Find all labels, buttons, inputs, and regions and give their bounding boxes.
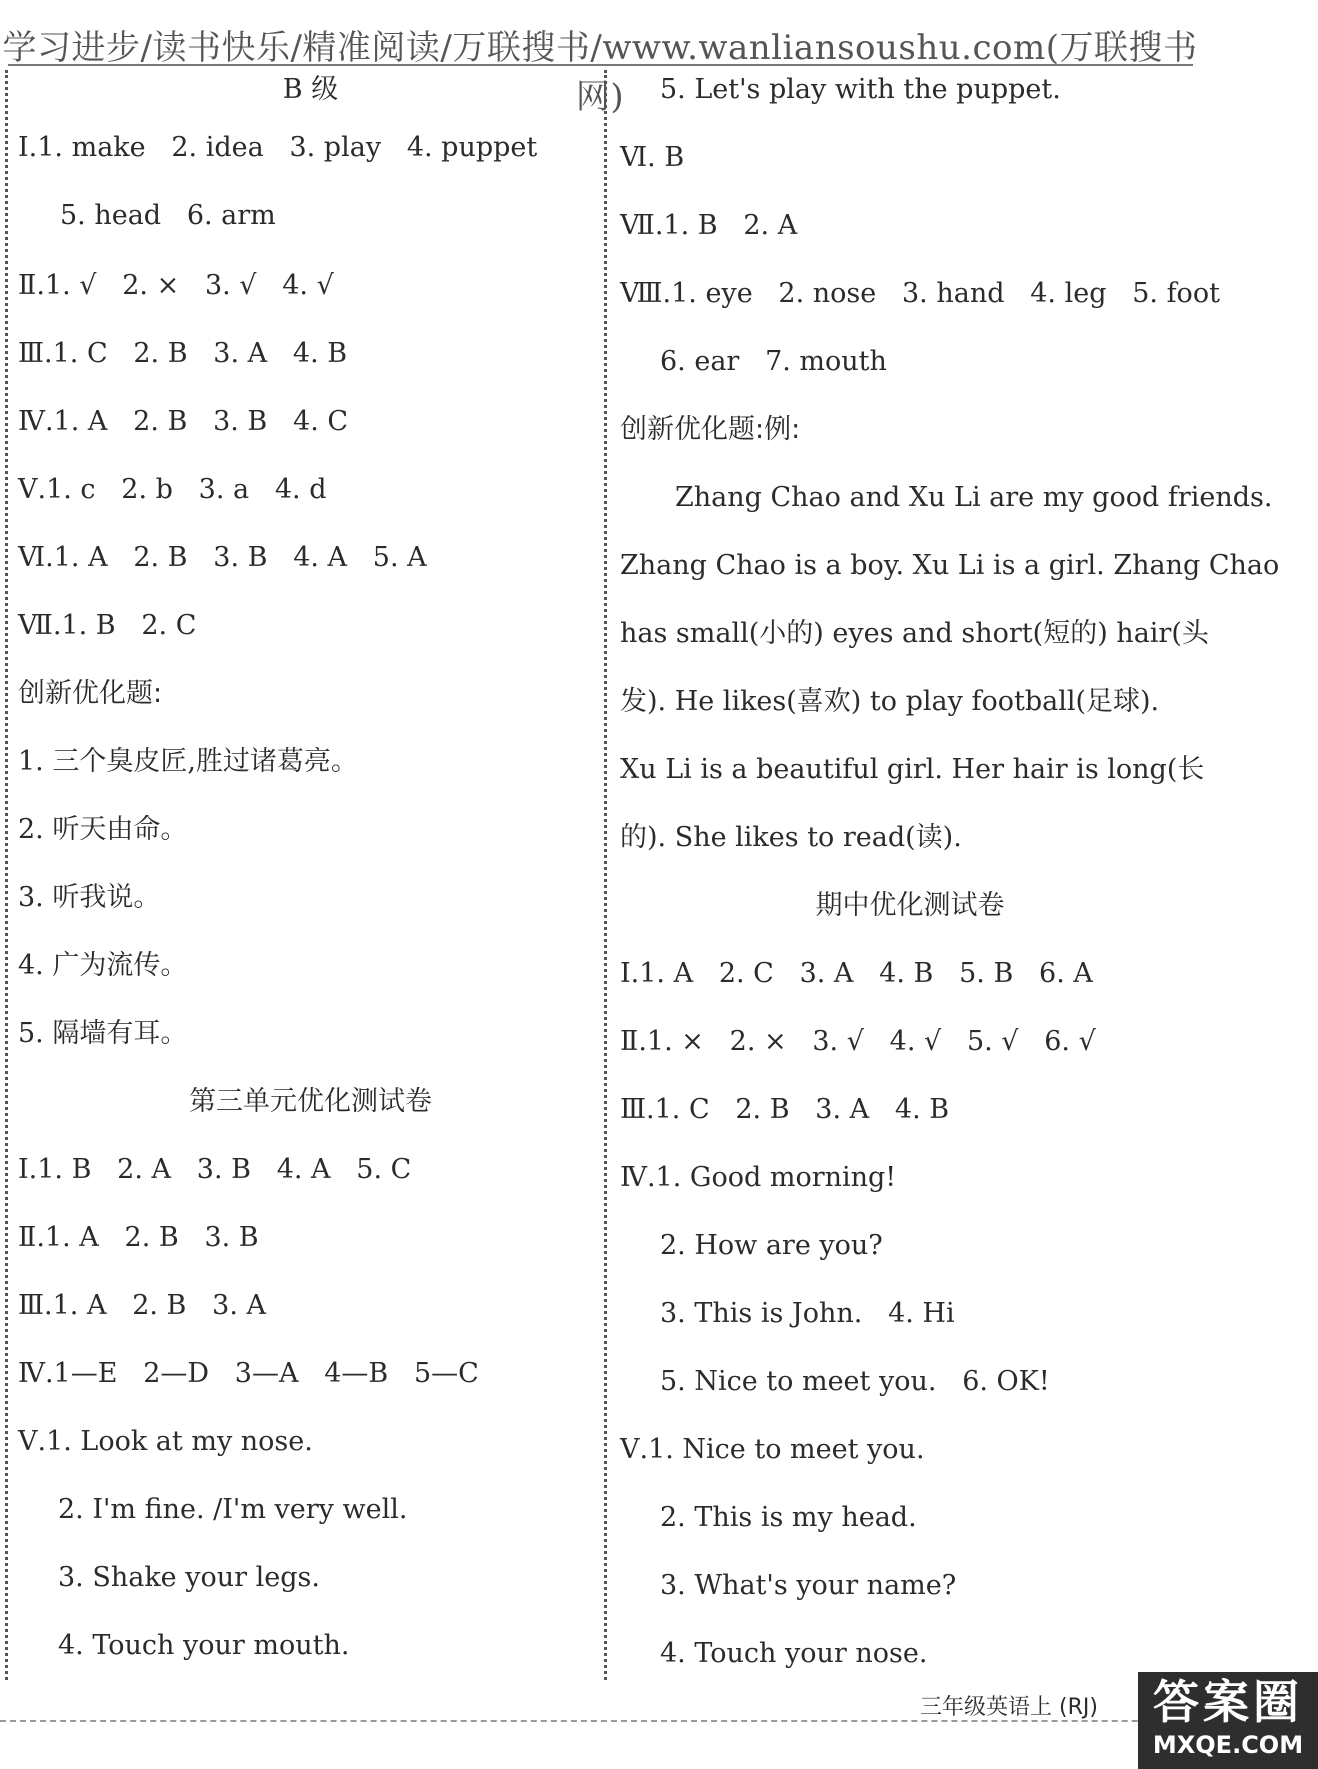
essay-line: has small(小的) eyes and short(短的) hair(头 <box>620 618 1209 649</box>
header-rule <box>8 64 1193 66</box>
answer-line: Ⅴ.1. Look at my nose. <box>18 1426 313 1457</box>
footer-grade-label: 三年级英语上 (RJ) <box>920 1695 1098 1720</box>
answer-line: Ⅰ.1. A 2. C 3. A 4. B 5. B 6. A <box>620 958 1093 989</box>
answer-line: 3. What's your name? <box>660 1570 957 1601</box>
left-margin-dotted-line <box>5 70 8 1680</box>
answer-line: Ⅴ.1. Nice to meet you. <box>620 1434 925 1465</box>
midterm-test-title: 期中优化测试卷 <box>815 890 1005 921</box>
answer-line: Ⅶ.1. B 2. A <box>620 210 798 241</box>
answer-line: Ⅰ.1. make 2. idea 3. play 4. puppet <box>18 132 538 163</box>
essay-line: Zhang Chao is a boy. Xu Li is a girl. Zhang Chao <box>620 550 1280 581</box>
answer-line: 3. This is John. 4. Hi <box>660 1298 955 1329</box>
answer-line: Ⅱ.1. × 2. × 3. √ 4. √ 5. √ 6. √ <box>620 1026 1096 1057</box>
answer-line: Ⅳ.1—E 2—D 3—A 4—B 5—C <box>18 1358 479 1389</box>
answer-line: 2. This is my head. <box>660 1502 917 1533</box>
answer-line: 3. 听我说。 <box>18 882 161 913</box>
answer-line: 1. 三个臭皮匠,胜过诸葛亮。 <box>18 746 358 777</box>
answer-line: Ⅲ.1. C 2. B 3. A 4. B <box>620 1094 950 1125</box>
answer-line: 4. 广为流传。 <box>18 950 188 981</box>
answer-line: 2. 听天由命。 <box>18 814 188 845</box>
answer-line: Ⅵ. B <box>620 142 685 173</box>
answer-line: 2. How are you? <box>660 1230 883 1261</box>
answer-line: 2. I'm fine. /I'm very well. <box>58 1494 408 1525</box>
answer-line: 5. 隔墙有耳。 <box>18 1018 188 1049</box>
answer-line: 4. Touch your nose. <box>660 1638 928 1669</box>
answer-line: Ⅲ.1. A 2. B 3. A <box>18 1290 266 1321</box>
bottom-rule <box>0 1720 1318 1722</box>
essay-line: 的). She likes to read(读). <box>620 822 962 853</box>
answer-line: 6. ear 7. mouth <box>660 346 887 377</box>
watermark-logo <box>1138 1672 1318 1769</box>
answer-line: Ⅳ.1. A 2. B 3. B 4. C <box>18 406 349 437</box>
unit3-test-title: 第三单元优化测试卷 <box>189 1086 432 1117</box>
answer-line: Ⅶ.1. B 2. C <box>18 610 197 641</box>
answer-line: 3. Shake your legs. <box>58 1562 320 1593</box>
level-b-title: B 级 <box>282 74 339 105</box>
essay-line: 发). He likes(喜欢) to play football(足球). <box>620 686 1160 717</box>
answer-line: 4. Touch your mouth. <box>58 1630 350 1661</box>
answer-line: Ⅳ.1. Good morning! <box>620 1162 897 1193</box>
answer-line: Ⅱ.1. A 2. B 3. B <box>18 1222 259 1253</box>
answer-line: Ⅱ.1. √ 2. × 3. √ 4. √ <box>18 270 334 301</box>
answer-line: Ⅵ.1. A 2. B 3. B 4. A 5. A <box>18 542 427 573</box>
essay-line: Xu Li is a beautiful girl. Her hair is long(长 <box>620 754 1205 785</box>
answer-line: Ⅲ.1. C 2. B 3. A 4. B <box>18 338 348 369</box>
answer-line: 5. Nice to meet you. 6. OK! <box>660 1366 1050 1397</box>
page-header: 学习进步/读书快乐/精准阅读/万联搜书/www.wanliansoushu.com(万联搜书网) <box>2 28 1198 117</box>
innovation-heading: 创新优化题:例: <box>620 414 801 445</box>
answer-line: Ⅴ.1. c 2. b 3. a 4. d <box>18 474 327 505</box>
innovation-heading: 创新优化题: <box>18 678 163 709</box>
answer-line: Ⅰ.1. B 2. A 3. B 4. A 5. C <box>18 1154 412 1185</box>
essay-line: Zhang Chao and Xu Li are my good friends. <box>675 482 1273 513</box>
answer-line: Ⅷ.1. eye 2. nose 3. hand 4. leg 5. foot <box>620 278 1220 309</box>
watermark-logo-domain: MXQE.COM <box>1152 1731 1304 1759</box>
column-divider <box>604 70 607 1680</box>
answer-line: 5. Let's play with the puppet. <box>660 74 1061 105</box>
watermark-logo-text: 答案圈 <box>1153 1675 1303 1729</box>
answer-line: 5. head 6. arm <box>60 200 276 231</box>
